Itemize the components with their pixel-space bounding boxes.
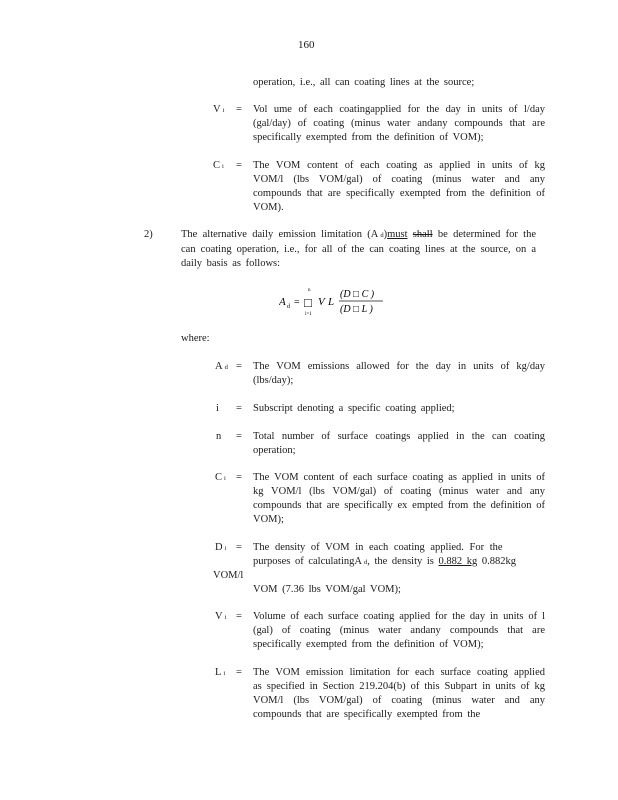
formula-sum-upper: n — [308, 288, 311, 293]
def-text-a: The VOM emissions allowed for the day in units of kg/day (lbs/day); — [253, 361, 545, 386]
def-equals: = — [236, 361, 242, 372]
def-symbol-i: i — [216, 403, 219, 414]
def-equals: = — [236, 611, 242, 622]
formula-lhs-sub: d — [287, 304, 290, 310]
continuation-line: operation, i.e., all can coating lines at the source; — [253, 77, 475, 88]
formula-lhs: A — [279, 296, 286, 308]
deleted-text: shall — [412, 229, 433, 240]
def-text-d-wrap: VOM/l — [213, 570, 244, 581]
def-symbol-l: Li — [215, 667, 226, 678]
def-text-v-top: Vol ume of each coatingapplied for the day in units of l/day (gal/day) of coating (minus water andany compounds that are specifically exempted from the definition of VOM); — [253, 104, 545, 143]
def-symbol-n: n — [216, 431, 222, 442]
def-text-i: Subscript denoting a specific coating applied; — [253, 403, 455, 414]
inserted-text: must — [387, 229, 408, 240]
inserted-text: 0.882 kg — [438, 556, 478, 567]
where-label: where: — [181, 333, 210, 344]
emission-formula — [279, 283, 389, 319]
def-text-c: The VOM content of each surface coating as applied in units of kg VOM/l (lbs VOM/gal) of coating (minus water and any compounds that are specifically ex empted from the definition of VOM); — [253, 472, 545, 525]
def-symbol-c-top: Ci — [213, 160, 224, 171]
def-symbol-c: Ci — [215, 472, 226, 483]
def-symbol-v: Vi — [215, 611, 227, 622]
def-text-d-line2: purposes of calculatingA d, the density is 0.882 kg 0.882kg — [253, 556, 517, 567]
def-text-c-top: The VOM content of each coating as applied in units of kg VOM/l (lbs VOM/gal) of coating (minus water and any compounds that are specifically exempted from the definition of VOM). — [253, 160, 545, 213]
def-equals: = — [236, 667, 242, 678]
def-text-d-line3: VOM (7.36 lbs VOM/gal VOM); — [253, 584, 401, 595]
def-text-d-line1: The density of VOM in each coating applied. For the — [253, 542, 503, 553]
def-symbol-v-top: Vi — [213, 104, 225, 115]
formula-sum-symbol: □ — [304, 295, 312, 310]
def-equals: = — [236, 472, 242, 483]
item-number: 2) — [144, 229, 153, 240]
formula-term-l: L — [328, 296, 335, 308]
formula-numerator: (D □ C ) — [340, 289, 375, 300]
def-equals: = — [236, 104, 242, 115]
page-number: 160 — [298, 39, 315, 51]
formula-sum-lower: i=1 — [305, 312, 312, 317]
def-text-v: Volume of each surface coating applied for the day in units of l (gal) of coating (minus water andany compounds that are specifically exempted from the definition of VOM); — [253, 611, 545, 650]
def-equals: = — [236, 403, 242, 414]
formula-equals: = — [294, 297, 300, 308]
def-text-l: The VOM emission limitation for each surface coating applied as specified in Section 219.204(b) of this Subpart in units of kg VOM/l (lbs VOM/gal) of coating (minus water and any compounds that are specifically exempted from the — [253, 667, 545, 720]
def-symbol-d: Di — [215, 542, 227, 553]
def-symbol-a: Ad — [215, 361, 228, 372]
formula-term-v: V — [318, 296, 325, 308]
def-equals: = — [236, 160, 242, 171]
def-equals: = — [236, 542, 242, 553]
def-text-n: Total number of surface coatings applied in the can coating operation; — [253, 431, 545, 456]
formula-denominator: (D □ L ) — [340, 304, 373, 315]
def-equals: = — [236, 431, 242, 442]
item-2-paragraph: The alternative daily emission limitation (A d)must shall be determined for the can coating operation, i.e., for all of the can coating lines at the source, on a daily basis as follows: — [181, 229, 537, 269]
